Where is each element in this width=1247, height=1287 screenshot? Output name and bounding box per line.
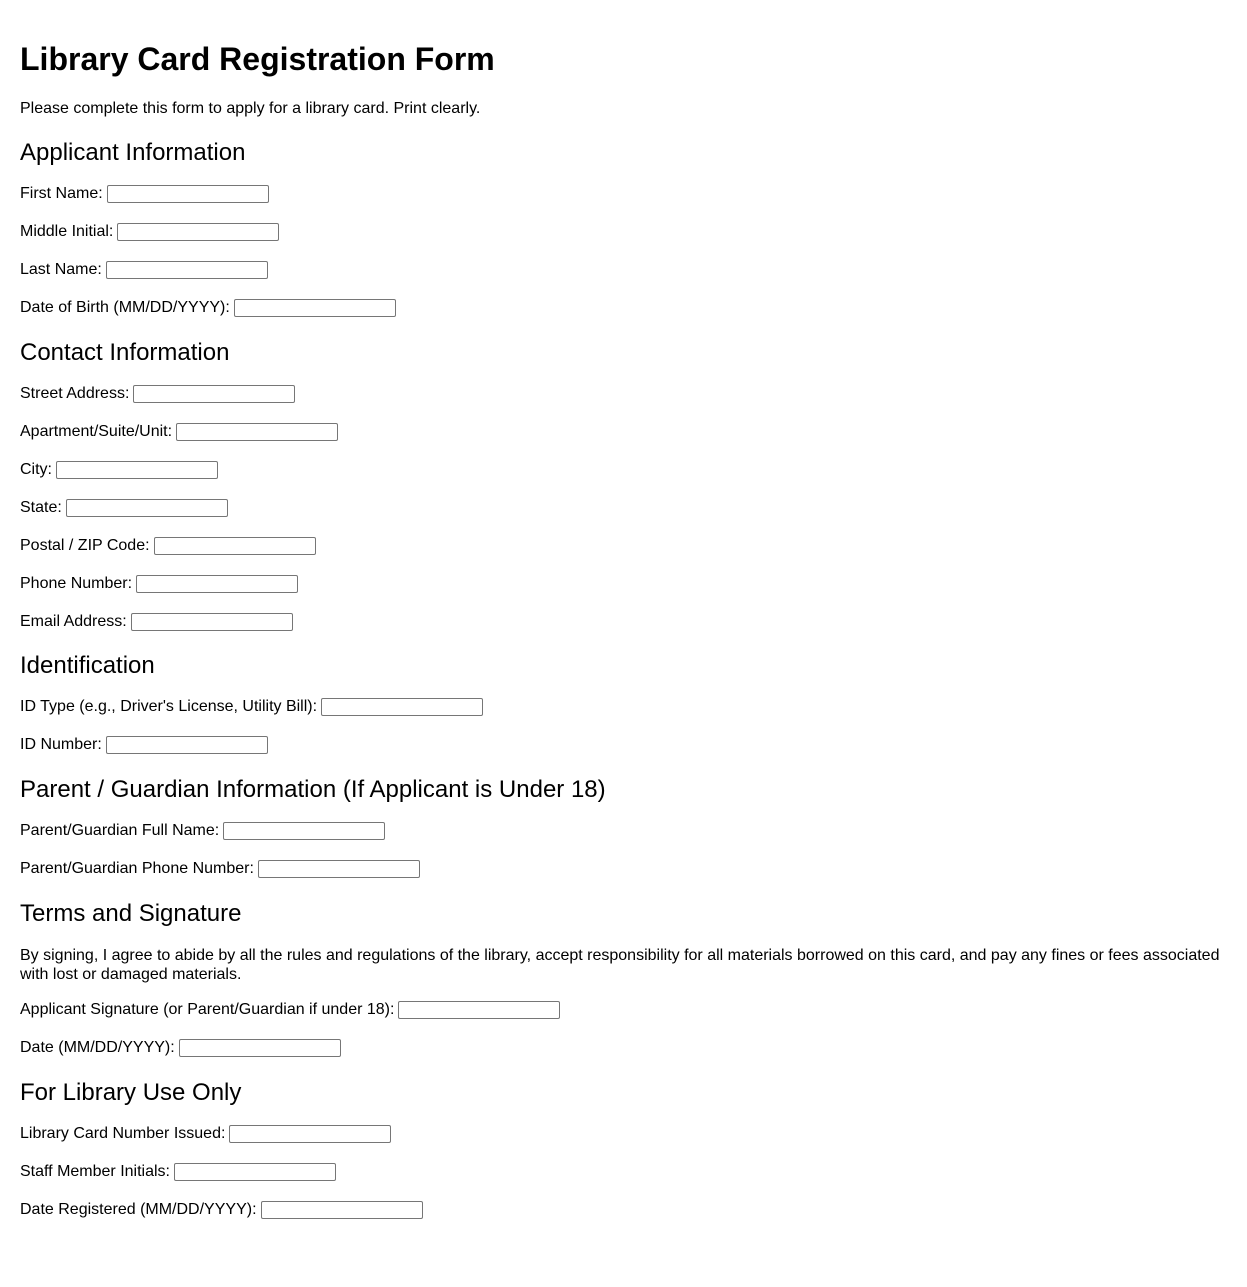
email-label: Email Address: [20,613,127,630]
city-input[interactable] [56,461,218,479]
library-use-heading: For Library Use Only [20,1079,242,1106]
date-registered-row [20,1199,1227,1221]
card-number-input[interactable] [229,1125,391,1143]
middle-initial-input[interactable] [117,223,279,241]
staff-initials-row [20,1161,1227,1183]
dob-row [20,297,1227,319]
guardian-phone-label: Parent/Guardian Phone Number: [20,860,254,877]
dob-label: Date of Birth (MM/DD/YYYY): [20,299,230,316]
phone-input[interactable] [136,575,298,593]
card-number-label: Library Card Number Issued: [20,1125,226,1142]
street-row [20,383,1227,405]
id-type-label: ID Type (e.g., Driver's License, Utility Bill): [20,698,318,715]
contact-section [20,338,1227,633]
email-input[interactable] [131,613,293,631]
card-number-row [20,1123,1227,1145]
phone-label: Phone Number: [20,575,133,592]
guardian-heading: Parent / Guardian Information (If Applicant is Under 18) [20,776,606,803]
signature-date-input[interactable] [179,1039,341,1057]
apartment-input[interactable] [176,423,338,441]
page-title: Library Card Registration Form [20,41,495,77]
zip-label: Postal / ZIP Code: [20,537,150,554]
date-registered-input[interactable] [261,1201,423,1219]
contact-heading: Contact Information [20,339,230,366]
state-row [20,497,1227,519]
guardian-name-input[interactable] [223,822,385,840]
staff-initials-label: Staff Member Initials: [20,1163,170,1180]
terms-text: By signing, I agree to abide by all the rules and regulations of the library, accept responsibility for all materials borrowed on this card, and pay any fines or fees associated with lost or damaged materials. [20,947,1220,983]
last-name-label: Last Name: [20,261,102,278]
city-label: City: [20,461,52,478]
staff-initials-input[interactable] [174,1163,336,1181]
street-label: Street Address: [20,385,130,402]
guardian-name-row [20,820,1227,842]
id-number-input[interactable] [106,736,268,754]
terms-heading: Terms and Signature [20,900,242,927]
last-name-row [20,259,1227,281]
middle-initial-row [20,221,1227,243]
guardian-phone-input[interactable] [258,860,420,878]
applicant-heading: Applicant Information [20,139,246,166]
guardian-section [20,775,1227,880]
terms-section [20,899,1227,1059]
signature-input[interactable] [398,1001,560,1019]
signature-date-row [20,1037,1227,1059]
signature-label: Applicant Signature (or Parent/Guardian if under 18): [20,1001,395,1018]
phone-row [20,573,1227,595]
applicant-section [20,138,1227,319]
last-name-input[interactable] [106,261,268,279]
state-label: State: [20,499,62,516]
email-row [20,611,1227,633]
middle-initial-label: Middle Initial: [20,223,114,240]
zip-row [20,535,1227,557]
id-number-row [20,734,1227,756]
identification-section [20,651,1227,756]
apartment-row [20,421,1227,443]
id-type-input[interactable] [321,698,483,716]
first-name-row [20,183,1227,205]
signature-row [20,999,1227,1021]
library-use-section [20,1078,1227,1221]
first-name-input[interactable] [107,185,269,203]
date-registered-label: Date Registered (MM/DD/YYYY): [20,1201,257,1218]
city-row [20,459,1227,481]
identification-heading: Identification [20,652,155,679]
state-input[interactable] [66,499,228,517]
dob-input[interactable] [234,299,396,317]
guardian-phone-row [20,858,1227,880]
intro-text: Please complete this form to apply for a library card. Print clearly. [20,100,481,117]
id-number-label: ID Number: [20,736,102,753]
signature-date-label: Date (MM/DD/YYYY): [20,1039,175,1056]
apartment-label: Apartment/Suite/Unit: [20,423,173,440]
guardian-name-label: Parent/Guardian Full Name: [20,822,220,839]
id-type-row [20,696,1227,718]
street-input[interactable] [133,385,295,403]
zip-input[interactable] [154,537,316,555]
first-name-label: First Name: [20,185,103,202]
